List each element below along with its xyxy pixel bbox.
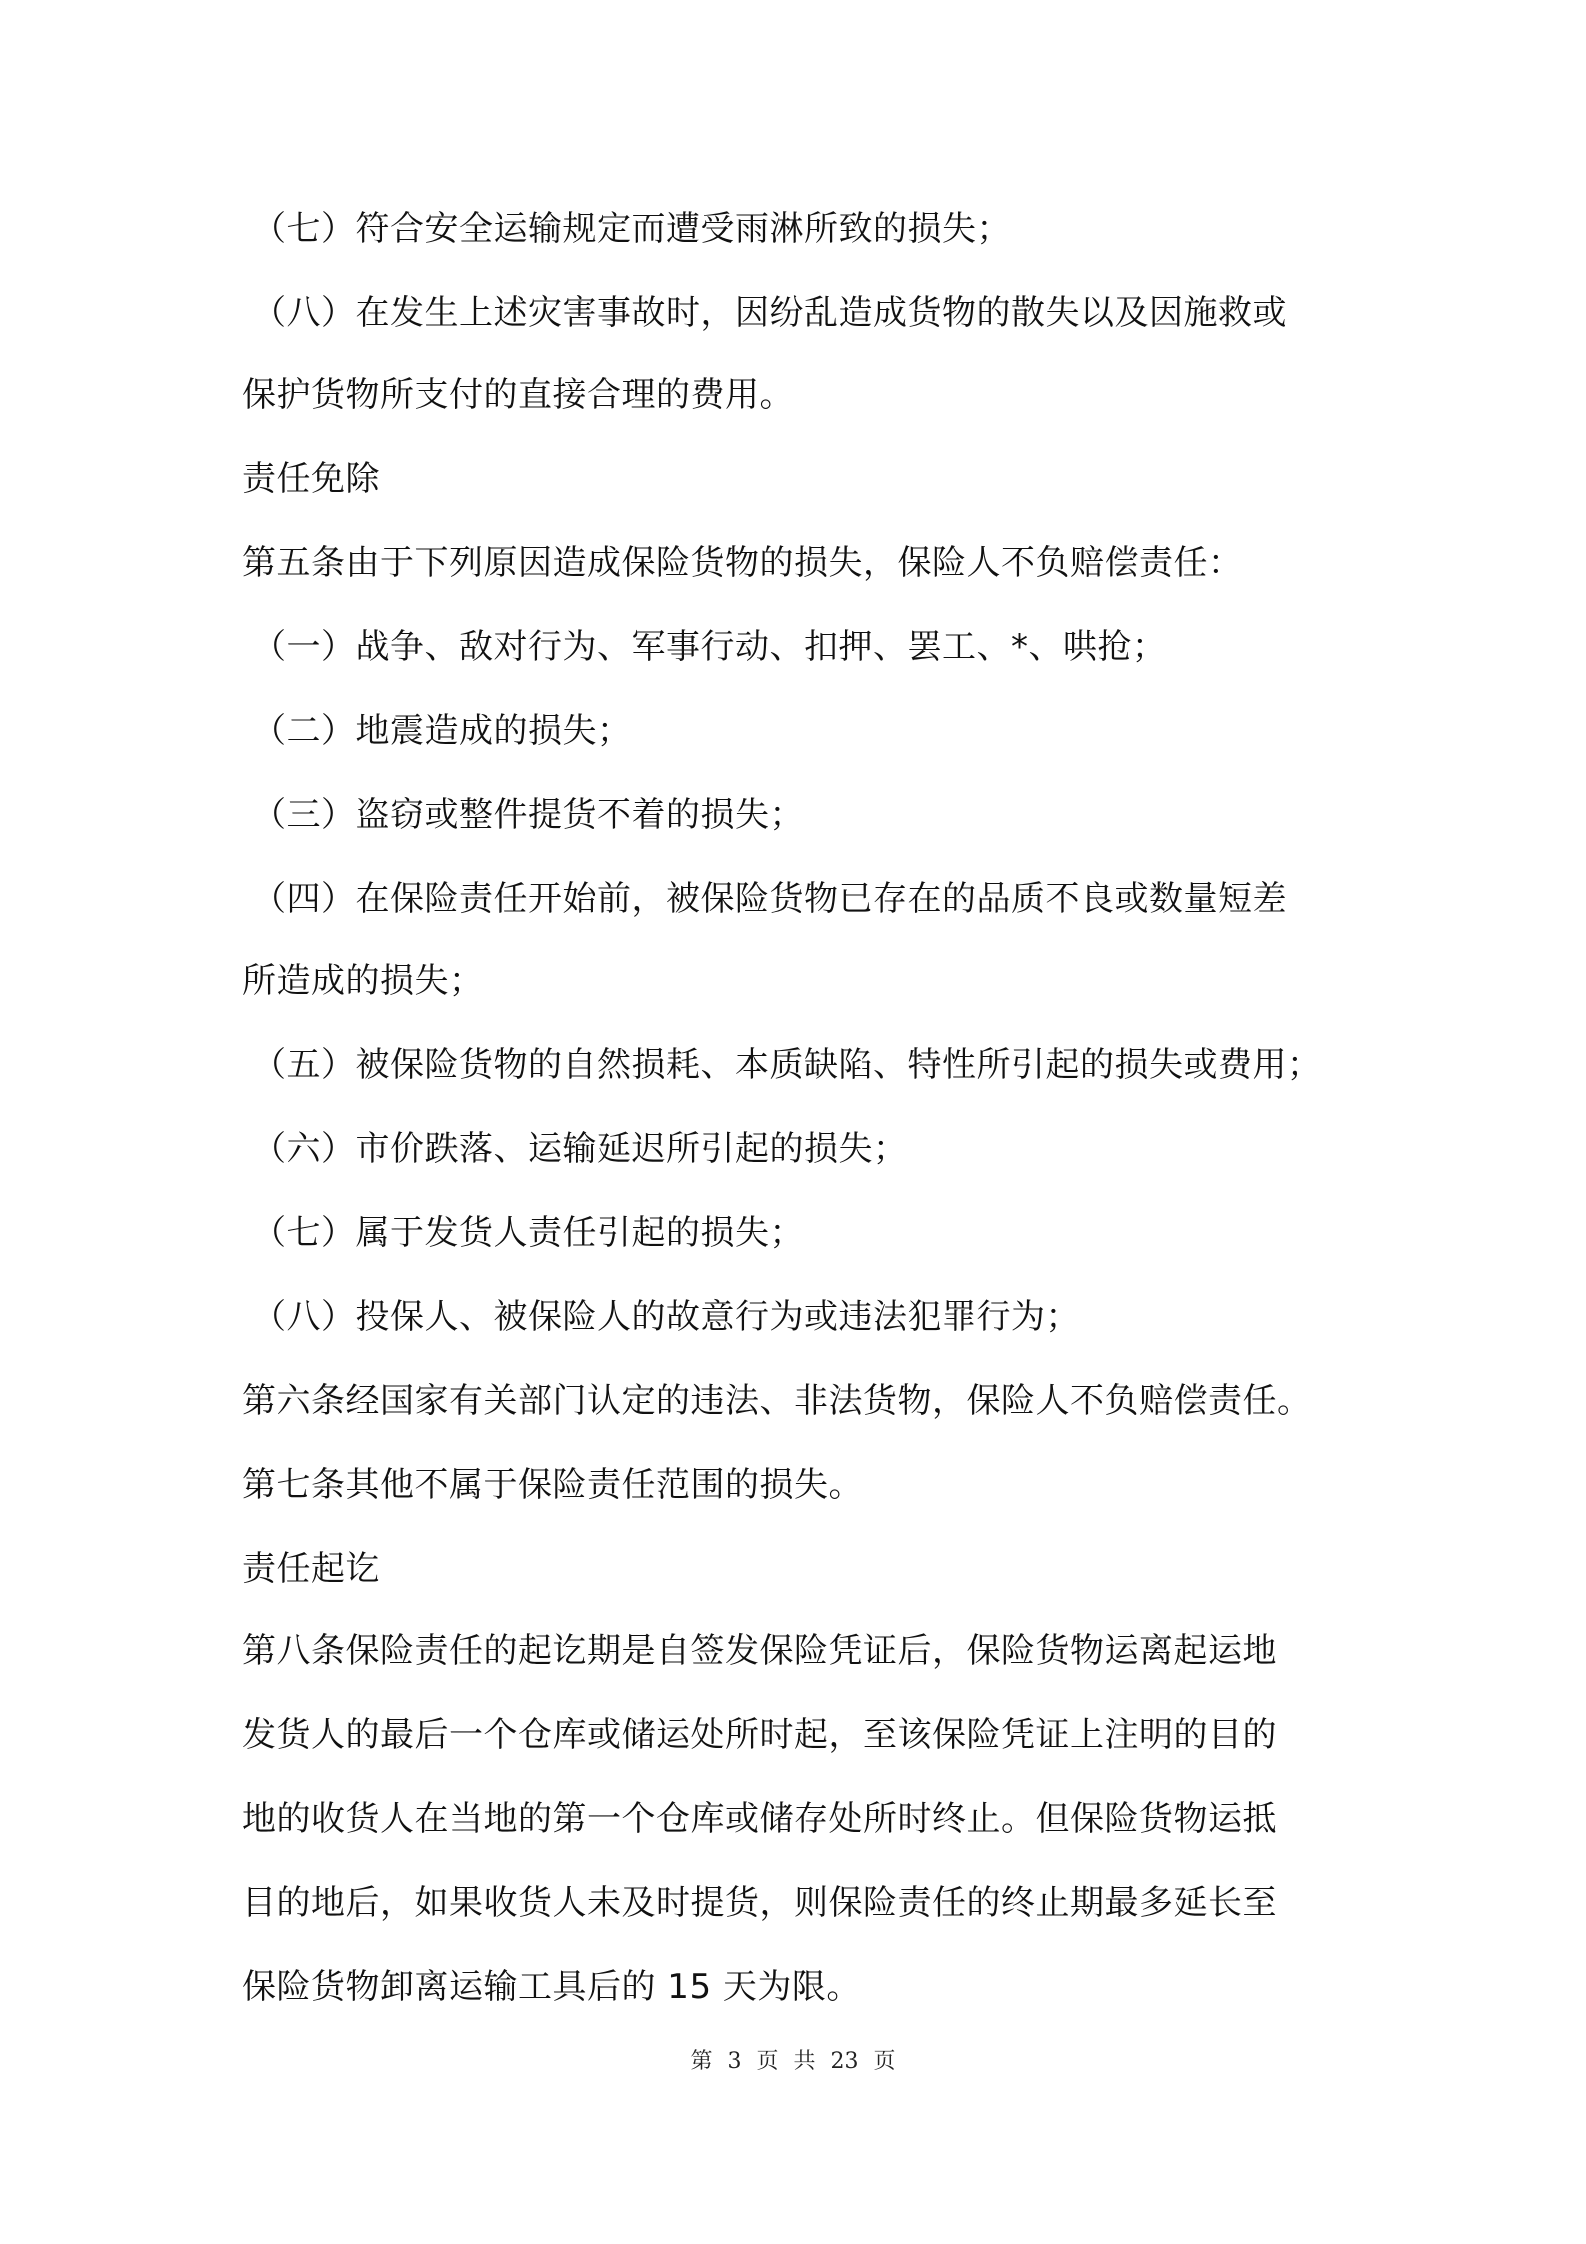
article-line: 第八条保险责任的起讫期是自签发保险凭证后，保险货物运离起运地 bbox=[242, 1631, 1277, 1671]
clause-line: 所造成的损失； bbox=[242, 961, 484, 1001]
clause-line: 保护货物所支付的直接合理的费用。 bbox=[242, 375, 794, 415]
section-heading: 责任免除 bbox=[242, 459, 380, 499]
section-heading: 责任起讫 bbox=[242, 1549, 380, 1589]
clause-line: （七）属于发货人责任引起的损失； bbox=[252, 1213, 804, 1253]
article-line: 地的收货人在当地的第一个仓库或储存处所时终止。但保险货物运抵 bbox=[242, 1799, 1277, 1839]
article-line: 第六条经国家有关部门认定的违法、非法货物，保险人不负赔偿责任。 bbox=[242, 1381, 1312, 1421]
clause-line: （七）符合安全运输规定而遭受雨淋所致的损失； bbox=[252, 209, 1011, 249]
clause-line: （四）在保险责任开始前，被保险货物已存在的品质不良或数量短差 bbox=[252, 879, 1287, 919]
article-line: 发货人的最后一个仓库或储运处所时起，至该保险凭证上注明的目的 bbox=[242, 1715, 1277, 1755]
page-footer: 第 3 页 共 23 页 bbox=[690, 2049, 896, 2074]
article-line: 保险货物卸离运输工具后的 15 天为限。 bbox=[242, 1967, 861, 2007]
clause-line: （二）地震造成的损失； bbox=[252, 711, 632, 751]
article-line: 第五条由于下列原因造成保险货物的损失，保险人不负赔偿责任： bbox=[242, 543, 1243, 583]
clause-line: （六）市价跌落、运输延迟所引起的损失； bbox=[252, 1129, 908, 1169]
clause-line: （一）战争、敌对行为、军事行动、扣押、罢工、*、哄抢； bbox=[252, 627, 1167, 667]
clause-line: （五）被保险货物的自然损耗、本质缺陷、特性所引起的损失或费用； bbox=[252, 1045, 1322, 1085]
clause-line: （八）投保人、被保险人的故意行为或违法犯罪行为； bbox=[252, 1297, 1080, 1337]
clause-line: （八）在发生上述灾害事故时，因纷乱造成货物的散失以及因施救或 bbox=[252, 293, 1287, 333]
article-line: 目的地后，如果收货人未及时提货，则保险责任的终止期最多延长至 bbox=[242, 1883, 1277, 1923]
article-line: 第七条其他不属于保险责任范围的损失。 bbox=[242, 1465, 863, 1505]
clause-line: （三）盗窃或整件提货不着的损失； bbox=[252, 795, 804, 835]
